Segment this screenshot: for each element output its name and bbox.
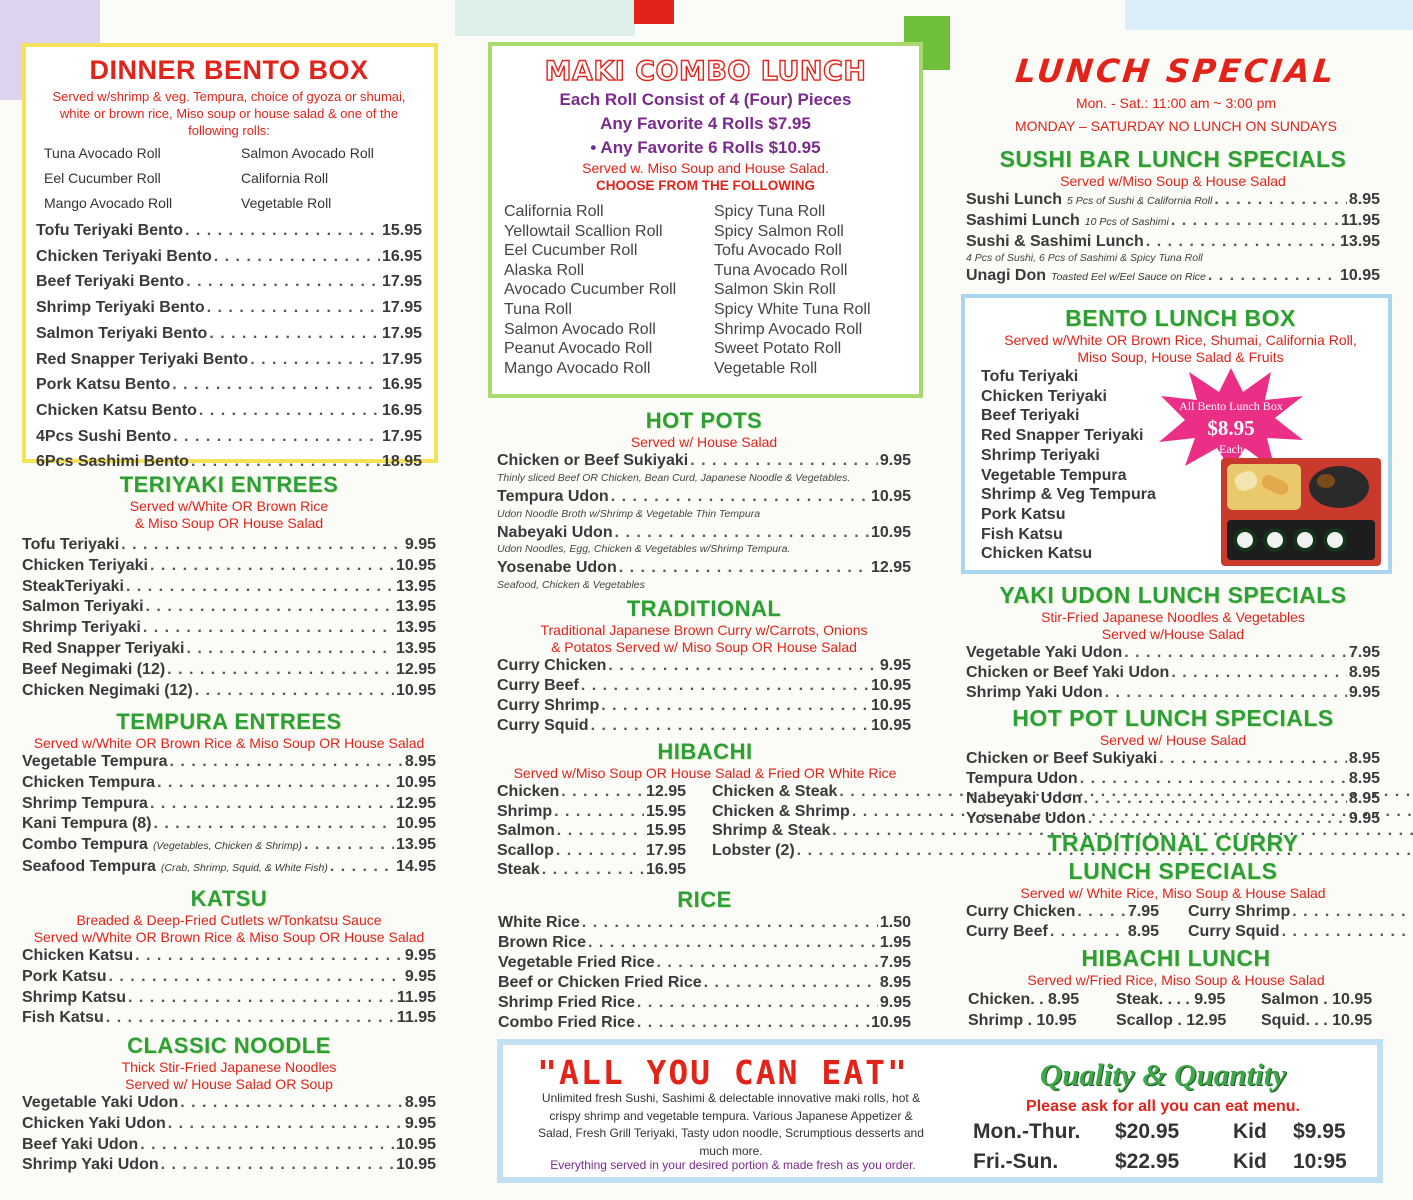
section-note: Served w/ House Salad bbox=[630, 434, 778, 450]
sushi-bar-section bbox=[966, 146, 1380, 288]
lunch-notice: MONDAY – SATURDAY NO LUNCH ON SUNDAYS bbox=[1014, 118, 1338, 134]
menu-item: Vegetable Yaki Udon . . . 7.95 bbox=[966, 643, 1380, 663]
teriyaki-section bbox=[22, 472, 436, 701]
curry-lunch-section bbox=[966, 829, 1380, 942]
maki-title: MAKI COMBO LUNCH bbox=[544, 56, 867, 87]
rice-section bbox=[498, 887, 911, 1033]
hibachi-lunch-section bbox=[966, 945, 1386, 1031]
ayce-title: "ALL YOU CAN EAT" bbox=[537, 1053, 909, 1092]
section-note: Served w/Fried Rice, Miso Soup & House Salad bbox=[1027, 972, 1325, 988]
tempura-section bbox=[22, 709, 436, 879]
menu-item: Tempura Udon . . . 8.95 bbox=[966, 769, 1380, 789]
dinner-bento-box bbox=[22, 43, 438, 471]
list-item: California Roll bbox=[504, 203, 604, 220]
maki-line1: Each Roll Consist of 4 (Four) Pieces bbox=[559, 90, 852, 109]
section-note: Served w/Miso Soup OR House Salad & Fried OR White Rice bbox=[513, 765, 897, 781]
list-item: Salmon Avocado Roll bbox=[241, 145, 374, 161]
menu-item: Tofu Teriyaki . . . 9.95 bbox=[22, 535, 436, 556]
maki-line2: Any Favorite 4 Rolls $7.95 bbox=[600, 114, 811, 133]
menu-item: Scallop . . . 17.95 bbox=[497, 841, 686, 861]
section-note: & Miso Soup OR House Salad bbox=[134, 515, 324, 531]
dinner-bento-rolls bbox=[44, 141, 422, 216]
ayce-day: Mon.-Thur. bbox=[973, 1120, 1081, 1143]
section-title: RICE bbox=[677, 887, 732, 912]
section-title: TRADITIONAL CURRY bbox=[1047, 830, 1299, 856]
menu-item: Steak. . . . 9.95 bbox=[1116, 991, 1226, 1008]
section-title: TRADITIONAL bbox=[626, 596, 782, 621]
menu-item: Curry Chicken . . . 9.95 bbox=[497, 656, 911, 676]
menu-item: Chicken Negimaki (12) . . . 10.95 bbox=[22, 681, 436, 702]
list-item: Eel Cucumber Roll bbox=[44, 170, 161, 186]
ayce-price: $22.95 bbox=[1115, 1150, 1180, 1173]
list-item: Mango Avocado Roll bbox=[504, 359, 651, 377]
menu-item: Red Snapper Teriyaki Bento . . . 17.95 bbox=[36, 347, 422, 373]
lunch-title: LUNCH SPECIAL bbox=[1013, 52, 1339, 90]
traditional-section bbox=[497, 596, 911, 736]
menu-item: Beef Teriyaki Bento . . . 17.95 bbox=[36, 269, 422, 295]
list-item: Shrimp Teriyaki bbox=[981, 446, 1100, 464]
list-item: Spicy Tuna Roll bbox=[714, 203, 826, 220]
list-item: Vegetable Roll bbox=[241, 195, 332, 211]
menu-item: Pork Katsu . . . 9.95 bbox=[22, 967, 436, 988]
menu-item: Shrimp Teriyaki . . . 13.95 bbox=[22, 618, 436, 639]
menu-item: Beef or Chicken Fried Rice . . . 8.95 bbox=[498, 973, 911, 993]
menu-item: Curry Shrimp . . . 10.95 bbox=[497, 696, 911, 716]
section-title: HIBACHI bbox=[657, 739, 753, 764]
menu-item: Tempura Udon . . . 10.95 bbox=[497, 487, 911, 508]
list-item: Tuna Roll bbox=[504, 300, 572, 318]
menu-item: Nabeyaki Udon . . . 8.95 bbox=[966, 789, 1380, 809]
ayce-description: Unlimited fresh Sushi, Sashimi & delectable innovative maki rolls, hot & crispy shrimp and vegetable tempura. Various Japanese Appetizer & Salad, Fresh Grill Teriyaki, Tasty udon noodle, Scrumptious desserts and much more. bbox=[538, 1091, 924, 1158]
deco-blue-block bbox=[1125, 0, 1413, 30]
menu-item: Lobster (2) . . . bbox=[712, 841, 1413, 861]
section-note: & Potatos Served w/ Miso Soup OR House Salad bbox=[551, 639, 857, 655]
section-title: SUSHI BAR LUNCH SPECIALS bbox=[999, 146, 1347, 172]
section-title: KATSU bbox=[190, 886, 268, 911]
menu-item: Chicken Tempura . . . 10.95 bbox=[22, 773, 436, 794]
menu-item: Sushi Lunch 5 Pcs of Sushi & California Roll . . . 8.95 bbox=[966, 190, 1380, 211]
section-title: HOT POT LUNCH SPECIALS bbox=[1012, 705, 1334, 731]
dinner-bento-note: Served w/shrimp & veg. Tempura, choice of gyoza or shumai, white or brown rice, Miso soup or house salad & one of the following rolls: bbox=[52, 89, 406, 138]
list-item: Vegetable Tempura bbox=[981, 466, 1127, 484]
list-item: Peanut Avocado Roll bbox=[504, 340, 653, 358]
list-item: Sweet Potato Roll bbox=[714, 340, 842, 358]
burst-line2: Each bbox=[1219, 442, 1243, 456]
menu-item: Combo Tempura (Vegetables, Chicken & Shrimp) . . . 13.95 bbox=[22, 835, 436, 857]
all-you-can-eat-banner bbox=[497, 1039, 1383, 1183]
menu-item: Shrimp Yaki Udon . . . 10.95 bbox=[22, 1155, 436, 1176]
menu-item: Salmon Teriyaki . . . 13.95 bbox=[22, 597, 436, 618]
bento-lunch-box bbox=[961, 294, 1392, 574]
menu-item: Chicken . . . 12.95 bbox=[497, 782, 686, 802]
menu-item: Chicken or Beef Yaki Udon . . . 8.95 bbox=[966, 663, 1380, 683]
burst-line1: All Bento Lunch Box bbox=[1179, 399, 1283, 413]
section-note: Traditional Japanese Brown Curry w/Carrots, Onions bbox=[540, 622, 868, 638]
menu-item: Vegetable Tempura . . . 8.95 bbox=[22, 752, 436, 773]
menu-item: Unagi Don Toasted Eel w/Eel Sauce on Rice . . . 10.95 bbox=[966, 265, 1380, 288]
menu-item: Beef Yaki Udon . . . 10.95 bbox=[22, 1135, 436, 1156]
ayce-price: $20.95 bbox=[1115, 1120, 1180, 1143]
menu-item: Chicken & Steak . . . bbox=[712, 782, 1413, 802]
list-item: Tofu Teriyaki bbox=[981, 368, 1079, 385]
list-item: Tuna Avocado Roll bbox=[44, 145, 161, 161]
katsu-section bbox=[22, 886, 436, 1029]
menu-item: Tofu Teriyaki Bento . . . 15.95 bbox=[36, 218, 422, 244]
ayce-kid-label: Kid bbox=[1233, 1150, 1267, 1173]
list-item: Mango Avocado Roll bbox=[44, 195, 173, 211]
menu-item: Vegetable Yaki Udon . . . 8.95 bbox=[22, 1093, 436, 1114]
menu-item: SteakTeriyaki . . . 13.95 bbox=[22, 577, 436, 598]
section-title: BENTO LUNCH BOX bbox=[1065, 305, 1296, 331]
ayce-kid-price: $9.95 bbox=[1293, 1120, 1346, 1143]
ayce-quality: Quality & Quantity bbox=[1039, 1057, 1287, 1092]
menu-item: Beef Negimaki (12) . . . 12.95 bbox=[22, 660, 436, 681]
deco-teal-block bbox=[455, 0, 635, 36]
list-item: Avocado Cucumber Roll bbox=[504, 281, 677, 299]
dinner-bento-items bbox=[36, 218, 422, 475]
menu-item: Curry Beef . . . 10.95 bbox=[497, 676, 911, 696]
menu-item: Chicken Katsu Bento . . . 16.95 bbox=[36, 398, 422, 424]
section-note: Served w/White OR Brown Rice & Miso Soup OR House Salad bbox=[33, 735, 425, 751]
section-note: Stir-Fried Japanese Noodles & Vegetables bbox=[1041, 609, 1305, 625]
section-note: Served w/ White Rice, Miso Soup & House Salad bbox=[1020, 885, 1326, 901]
menu-item: Red Snapper Teriyaki . . . 13.95 bbox=[22, 639, 436, 660]
list-item: Chicken Katsu bbox=[981, 545, 1093, 563]
menu-item: Shrimp & Steak . . . bbox=[712, 821, 1413, 841]
menu-item: Chicken Teriyaki Bento . . . 16.95 bbox=[36, 244, 422, 270]
ayce-kid-label: Kid bbox=[1233, 1120, 1267, 1143]
list-item: California Roll bbox=[241, 170, 329, 186]
hot-pots-section bbox=[497, 408, 911, 592]
menu-item: Kani Tempura (8) . . . 10.95 bbox=[22, 814, 436, 835]
menu-item: Nabeyaki Udon . . . 10.95 bbox=[497, 523, 911, 544]
menu-item: Salmon . . . 15.95 bbox=[497, 821, 686, 841]
menu-item: Chicken Yaki Udon . . . 9.95 bbox=[22, 1114, 436, 1135]
menu-item: Seafood Tempura (Crab, Shrimp, Squid, & White Fish) . . . 14.95 bbox=[22, 857, 436, 879]
list-item: Eel Cucumber Roll bbox=[504, 242, 638, 260]
ayce-day: Fri.-Sun. bbox=[973, 1150, 1059, 1173]
item-description: Thinly sliced Beef OR Chicken, Bean Curd, Japanese Noodle & Vegetables. bbox=[497, 471, 851, 484]
section-note: Served w/Miso Soup & House Salad bbox=[1060, 173, 1286, 189]
menu-item: Shrimp Teriyaki Bento . . . 17.95 bbox=[36, 295, 422, 321]
menu-item: White Rice . . . 1.50 bbox=[498, 913, 911, 933]
menu-item: Pork Katsu Bento . . . 16.95 bbox=[36, 372, 422, 398]
list-item: Shrimp & Veg Tempura bbox=[981, 486, 1156, 504]
menu-item: Chicken or Beef Sukiyaki . . . 9.95 bbox=[497, 451, 911, 472]
menu-item: Combo Fried Rice . . . 10.95 bbox=[498, 1013, 911, 1033]
item-description: Seafood, Chicken & Vegetables bbox=[497, 579, 645, 592]
list-item: Spicy White Tuna Roll bbox=[714, 300, 871, 318]
item-description: Udon Noodle Broth w/Shrimp & Vegetable Thin Tempura bbox=[497, 507, 761, 520]
hot-pot-lunch-section bbox=[966, 705, 1380, 829]
lunch-hours: Mon. - Sat.: 11:00 am ~ 3:00 pm bbox=[1075, 95, 1277, 111]
menu-item: Squid. . . 10.95 bbox=[1261, 1012, 1373, 1029]
menu-item: Scallop . 12.95 bbox=[1116, 1012, 1227, 1029]
deco-red-block bbox=[634, 0, 674, 24]
menu-item: Sushi & Sashimi Lunch . . . 13.95 bbox=[966, 232, 1380, 252]
ayce-footer: Everything served in your desired portion & made fresh as you order. bbox=[550, 1158, 916, 1172]
menu-item: 6Pcs Sashimi Bento . . . 18.95 bbox=[36, 449, 422, 475]
list-item: Chicken Teriyaki bbox=[981, 387, 1107, 405]
menu-item: Shrimp Yaki Udon . . . 9.95 bbox=[966, 683, 1380, 703]
hibachi-section bbox=[497, 739, 913, 880]
section-note: Breaded & Deep-Fried Cutlets w/Tonkatsu Sauce bbox=[76, 912, 382, 928]
section-note: Served w/White OR Brown Rice bbox=[129, 498, 329, 514]
menu-item: Chicken or Beef Sukiyaki . . . 8.95 bbox=[966, 749, 1380, 769]
section-note: Miso Soup, House Salad & Fruits bbox=[1077, 349, 1284, 365]
menu-item: Salmon Teriyaki Bento . . . 17.95 bbox=[36, 321, 422, 347]
section-title: CLASSIC NOODLE bbox=[127, 1033, 331, 1058]
menu-item: Chicken Teriyaki . . . 10.95 bbox=[22, 556, 436, 577]
menu-item: Steak . . . 16.95 bbox=[497, 860, 686, 880]
list-item: Vegetable Roll bbox=[714, 359, 818, 377]
yaki-udon-lunch-section bbox=[966, 582, 1380, 703]
menu-item: Salmon . 10.95 bbox=[1261, 991, 1373, 1008]
section-title: TEMPURA ENTREES bbox=[116, 709, 342, 734]
maki-combo-box bbox=[488, 42, 923, 398]
menu-item: Curry Shrimp . . . bbox=[1188, 902, 1413, 922]
menu-item: Curry Squid . . . 10.95 bbox=[497, 716, 911, 736]
menu-item: Chicken. . 8.95 bbox=[968, 991, 1080, 1008]
maki-line4: Served w. Miso Soup and House Salad. bbox=[582, 160, 829, 176]
lunch-special-header bbox=[962, 52, 1390, 135]
section-title: YAKI UDON LUNCH SPECIALS bbox=[999, 582, 1347, 608]
list-item: Salmon Skin Roll bbox=[714, 281, 836, 299]
menu-item: Yosenabe Udon . . . 12.95 bbox=[497, 558, 911, 579]
menu-item: Shrimp Fried Rice . . . 9.95 bbox=[498, 993, 911, 1013]
maki-line3: • Any Favorite 6 Rolls $10.95 bbox=[590, 138, 821, 157]
section-title: HOT POTS bbox=[645, 408, 763, 433]
list-item: Alaska Roll bbox=[504, 261, 585, 279]
menu-item: Curry Beef . . . 8.95 bbox=[966, 922, 1159, 942]
list-item: Fish Katsu bbox=[981, 525, 1063, 543]
section-title: TERIYAKI ENTREES bbox=[119, 472, 339, 497]
list-item: Tuna Avocado Roll bbox=[714, 261, 848, 279]
menu-item: Fish Katsu . . . 11.95 bbox=[22, 1008, 436, 1029]
item-description: Udon Noodles, Egg, Chicken & Vegetables w/Shrimp Tempura. bbox=[497, 543, 791, 556]
dinner-bento-title: DINNER BENTO BOX bbox=[89, 55, 369, 85]
menu-item: Vegetable Fried Rice . . . 7.95 bbox=[498, 953, 911, 973]
list-item: Red Snapper Teriyaki bbox=[981, 427, 1144, 445]
menu-item: Shrimp Katsu . . . 11.95 bbox=[22, 988, 436, 1009]
menu-item: Brown Rice . . . 1.95 bbox=[498, 933, 911, 953]
menu-item: Sashimi Lunch 10 Pcs of Sashimi . . . 11.95 bbox=[966, 211, 1380, 232]
list-item: Pork Katsu bbox=[981, 505, 1066, 523]
price-burst bbox=[1157, 366, 1305, 472]
section-title: HIBACHI LUNCH bbox=[1081, 945, 1271, 971]
section-note: Served w/White OR Brown Rice, Shumai, California Roll, bbox=[1004, 332, 1357, 348]
menu-item: Chicken Katsu . . . 9.95 bbox=[22, 946, 436, 967]
bento-food-image bbox=[1221, 458, 1381, 566]
list-item: Shrimp Avocado Roll bbox=[714, 320, 863, 338]
list-item: Spicy Salmon Roll bbox=[714, 222, 844, 240]
menu-item: Curry Chicken . . . 7.95 bbox=[966, 902, 1159, 922]
section-title: LUNCH SPECIALS bbox=[1068, 858, 1278, 884]
menu-item: Shrimp Tempura . . . 12.95 bbox=[22, 794, 436, 815]
section-note: Served w/White OR Brown Rice & Miso Soup OR House Salad bbox=[33, 929, 425, 945]
ayce-ask: Please ask for all you can eat menu. bbox=[1026, 1098, 1300, 1115]
section-note: Served w/ House Salad bbox=[1099, 732, 1247, 748]
burst-price: $8.95 bbox=[1207, 416, 1255, 440]
noodle-section bbox=[22, 1033, 436, 1176]
menu-item: Curry Squid . . . bbox=[1188, 922, 1413, 942]
ayce-prices bbox=[973, 1117, 1383, 1177]
section-note: Served w/House Salad bbox=[1101, 626, 1245, 642]
list-item: Yellowtail Scallion Roll bbox=[504, 222, 663, 240]
maki-rolls bbox=[502, 202, 909, 378]
ayce-kid-price: 10:95 bbox=[1293, 1150, 1347, 1173]
menu-item: 4Pcs Sushi Bento . . . 17.95 bbox=[36, 424, 422, 450]
section-note: Served w/ House Salad OR Soup bbox=[125, 1076, 333, 1092]
list-item: Tofu Avocado Roll bbox=[714, 242, 842, 260]
menu-item: Chicken & Shrimp . . . bbox=[712, 802, 1413, 822]
menu-item: Shrimp . 10.95 bbox=[968, 1012, 1077, 1029]
list-item: Beef Teriyaki bbox=[981, 407, 1080, 425]
list-item: Salmon Avocado Roll bbox=[504, 320, 656, 338]
menu-item: Shrimp . . . 15.95 bbox=[497, 802, 686, 822]
item-description: 4 Pcs of Sushi, 6 Pcs of Sashimi & Spicy Tuna Roll bbox=[966, 252, 1203, 264]
maki-line5: CHOOSE FROM THE FOLLOWING bbox=[596, 178, 815, 193]
menu-item: Yosenabe Udon . . . 9.95 bbox=[966, 809, 1380, 829]
section-note: Thick Stir-Fried Japanese Noodles bbox=[121, 1059, 337, 1075]
